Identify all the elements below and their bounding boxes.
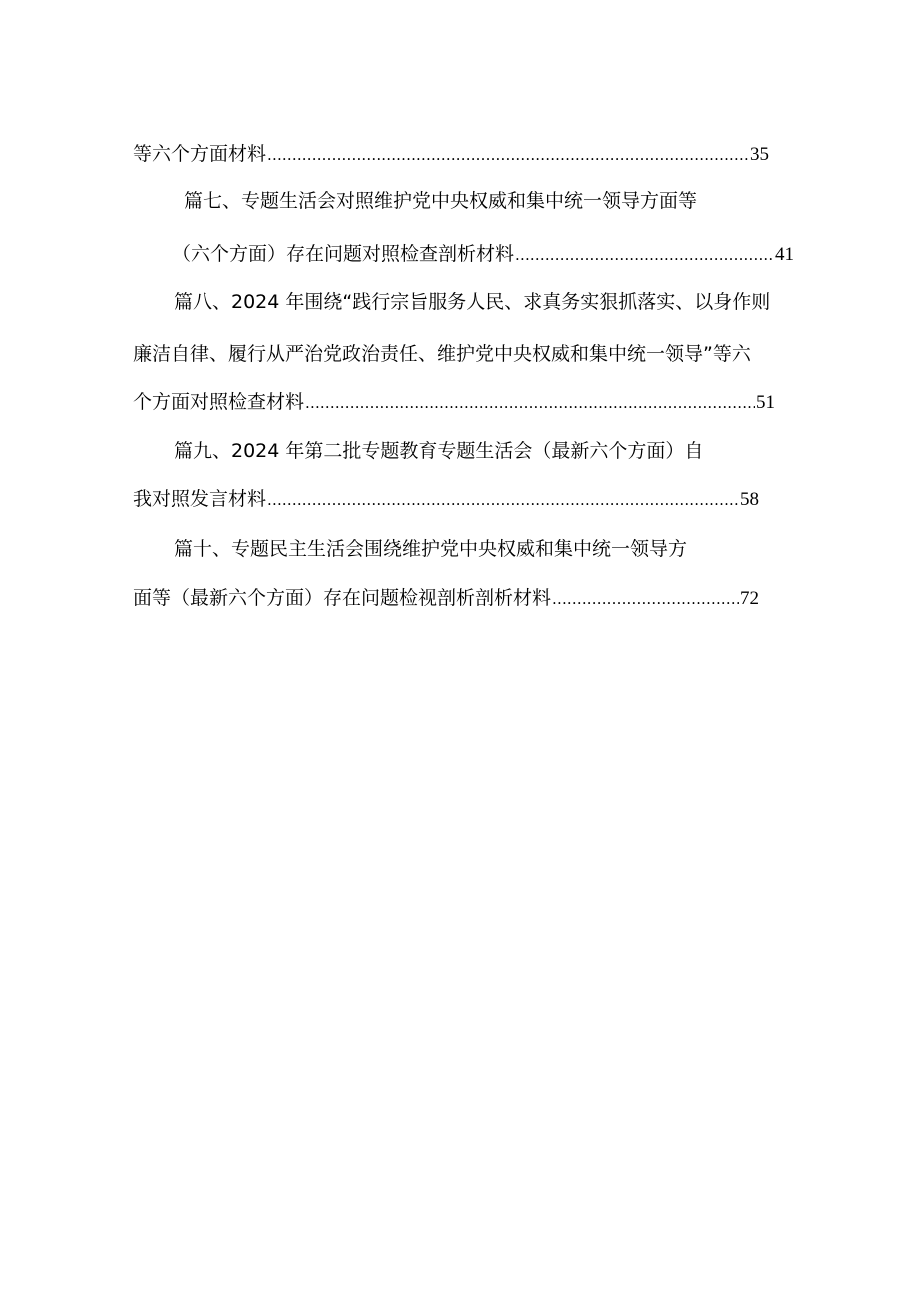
toc-entry-text: 篇八、2024 年围绕“践行宗旨服务人民、求真务实狠抓落实、以身作则 bbox=[174, 291, 771, 313]
toc-entry-9-line-1[interactable] bbox=[174, 436, 754, 466]
toc-page-number: 51 bbox=[756, 392, 775, 413]
toc-entry-text: 等六个方面材料 bbox=[133, 143, 267, 165]
toc-entry-text: （六个方面）存在问题对照检查剖析材料 bbox=[172, 243, 515, 265]
toc-dot-leader bbox=[267, 485, 739, 514]
toc-entry-10-line-1[interactable] bbox=[174, 534, 754, 564]
toc-dot-leader bbox=[515, 240, 774, 269]
toc-dot-leader bbox=[552, 584, 739, 613]
toc-entry-text: 篇九、2024 年第二批专题教育专题生活会（最新六个方面）自 bbox=[174, 440, 704, 462]
toc-entry-8-line-1[interactable] bbox=[174, 287, 804, 317]
toc-dot-leader bbox=[267, 140, 749, 169]
toc-page-number: 41 bbox=[775, 244, 794, 265]
toc-entry-text: 篇七、专题生活会对照维护党中央权威和集中统一领导方面等 bbox=[184, 190, 698, 212]
toc-entry-text: 廉洁自律、履行从严治党政治责任、维护党中央权威和集中统一领导”等六 bbox=[133, 343, 751, 365]
toc-dot-leader bbox=[305, 388, 755, 417]
toc-entry-text: 个方面对照检查材料 bbox=[133, 391, 305, 413]
toc-entry-8-line-3[interactable] bbox=[133, 387, 775, 417]
toc-entry-7-line-2[interactable] bbox=[172, 239, 794, 269]
toc-entry-10-line-2[interactable] bbox=[133, 583, 759, 613]
toc-entry-9-line-2[interactable] bbox=[133, 484, 759, 514]
toc-entry-7-line-1[interactable] bbox=[184, 186, 744, 216]
toc-page-number: 72 bbox=[740, 588, 759, 609]
toc-page-number: 58 bbox=[740, 489, 759, 510]
toc-entry-text: 篇十、专题民主生活会围绕维护党中央权威和集中统一领导方 bbox=[174, 538, 688, 560]
toc-entry-text: 我对照发言材料 bbox=[133, 488, 267, 510]
toc-entry-text: 面等（最新六个方面）存在问题检视剖析剖析材料 bbox=[133, 587, 552, 609]
toc-entry-8-line-2[interactable] bbox=[133, 339, 803, 369]
toc-entry-6-line-2[interactable] bbox=[133, 139, 769, 169]
toc-page-number: 35 bbox=[750, 144, 769, 165]
